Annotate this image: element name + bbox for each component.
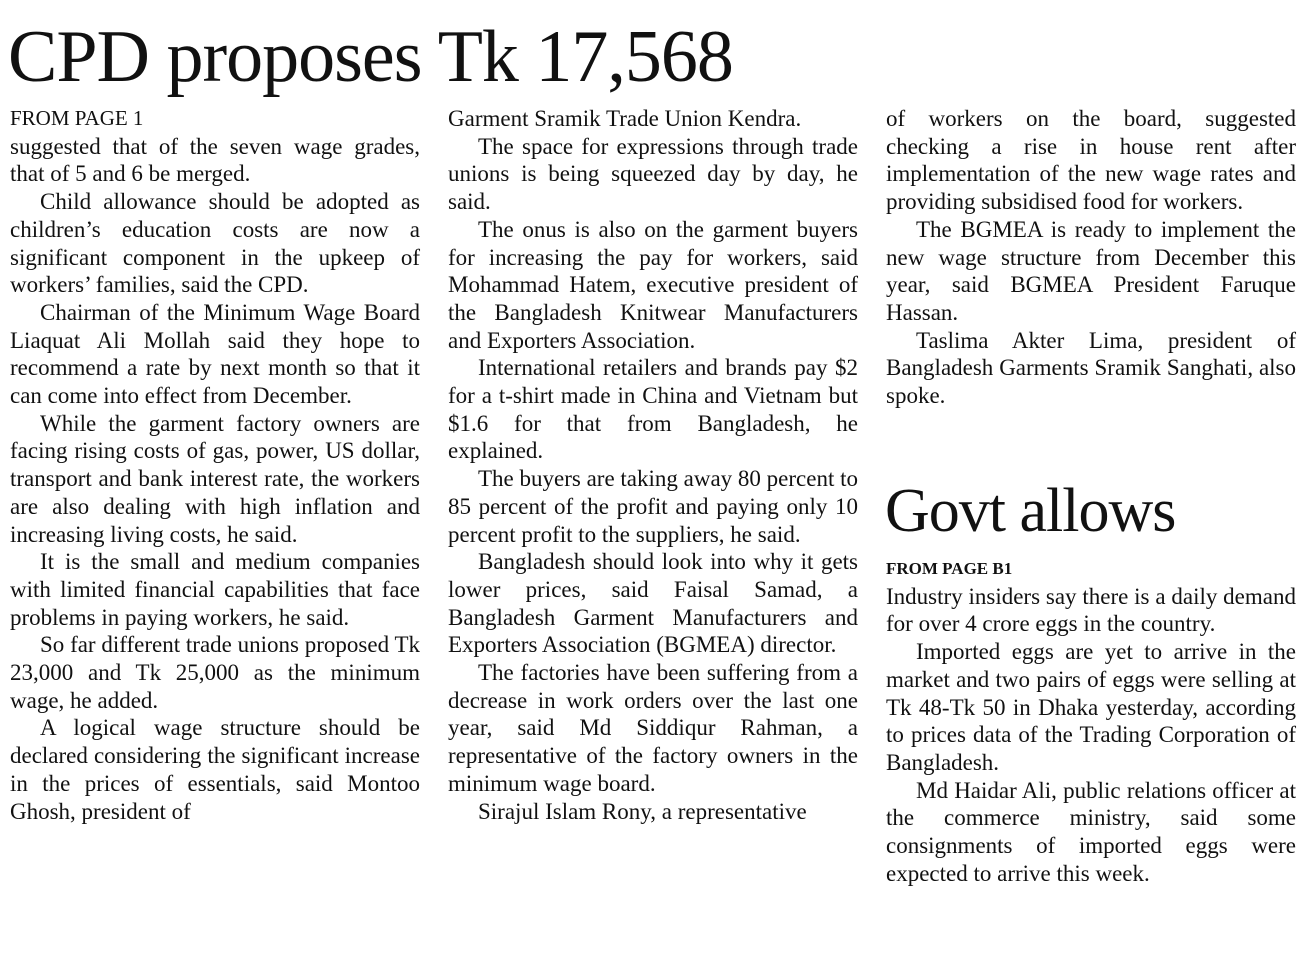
story1-column-3: [886, 105, 1296, 410]
story1-column-2: [448, 105, 858, 825]
paragraph: Garment Sramik Trade Union Kendra.: [448, 106, 802, 131]
story1-column-1: [10, 105, 420, 825]
paragraph: Taslima Akter Lima, president of Bangladesh Garments Sramik Sanghati, also spoke.: [886, 327, 1296, 409]
paragraph: The space for expressions through trade unions is being squeezed day by day, he said.: [448, 133, 858, 215]
paragraph: International retailers and brands pay $2 for a t-shirt made in China and Vietnam but $1.6 for that from Bangladesh, he explained.: [448, 355, 858, 464]
paragraph: Bangladesh should look into why it gets lower prices, said Faisal Samad, a Bangladesh Garment Manufacturers and Exporters Association (BGMEA) director.: [448, 549, 858, 658]
paragraph: While the garment factory owners are facing rising costs of gas, power, US dollar, transport and bank interest rate, the workers are also dealing with high inflation and increasing living costs, he said.: [10, 410, 420, 547]
paragraph: A logical wage structure should be declared considering the significant increase in the prices of essentials, said Montoo Ghosh, president of: [10, 715, 420, 824]
paragraph: Sirajul Islam Rony, a representative: [478, 798, 807, 824]
paragraph: The factories have been suffering from a decrease in work orders over the last one year, said Md Siddiqur Rahman, a representative of the factory owners in the minimum wage board.: [448, 660, 858, 796]
paragraph: suggested that of the seven wage grades, that of 5 and 6 be merged.: [10, 133, 420, 187]
paragraph: The BGMEA is ready to implement the new wage structure from December this year, said BGMEA President Faruque Hassan.: [886, 216, 1296, 325]
paragraph: It is the small and medium companies with limited financial capabilities that face problems in paying workers, he said.: [10, 549, 420, 630]
story1-jump-line: FROM PAGE 1: [10, 106, 144, 130]
paragraph: Md Haidar Ali, public relations officer at the commerce ministry, said some consignments of imported eggs were expected to arrive this week.: [886, 777, 1296, 886]
paragraph: The onus is also on the garment buyers for increasing the pay for workers, said Mohammad Hatem, executive president of the Bangladesh Knitwear Manufacturers and Exporters Association.: [448, 216, 858, 353]
paragraph: The buyers are taking away 80 percent to 85 percent of the profit and paying only 10 percent profit to the suppliers, he said.: [448, 466, 858, 547]
story2-column: [886, 555, 1296, 887]
story2-jump-line: FROM PAGE B1: [886, 559, 1013, 578]
paragraph: Chairman of the Minimum Wage Board Liaquat Ali Mollah said they hope to recommend a rate by next month so that it can come into effect from December.: [10, 299, 420, 409]
paragraph: of workers on the board, suggested checking a rise in house rent after implementation of the new wage rates and providing subsidised food for workers.: [886, 106, 1296, 215]
paragraph: Child allowance should be adopted as children’s education costs are now a significant component in the upkeep of workers’ families, said the CPD.: [10, 189, 420, 298]
paragraph: Imported eggs are yet to arrive in the market and two pairs of eggs were selling at Tk 48-Tk 50 in Dhaka yesterday, according to prices data of the Trading Corporation of Bangladesh.: [886, 639, 1296, 775]
paragraph: So far different trade unions proposed Tk 23,000 and Tk 25,000 as the minimum wage, he added.: [10, 632, 420, 713]
paragraph: Industry insiders say there is a daily demand for over 4 crore eggs in the country.: [886, 583, 1296, 637]
story2-headline: Govt allows: [885, 477, 1176, 545]
story1-headline: CPD proposes Tk 17,568: [8, 16, 733, 98]
